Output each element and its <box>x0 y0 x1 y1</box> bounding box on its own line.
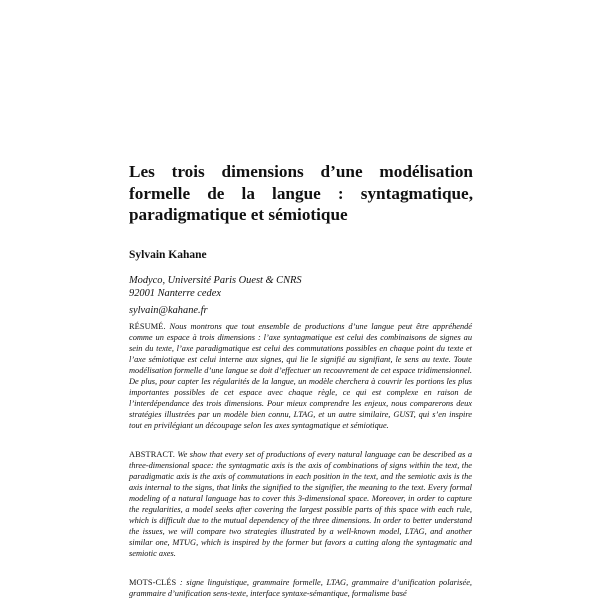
author-email[interactable]: sylvain@kahane.fr <box>129 305 208 317</box>
resume-paragraph <box>129 322 472 432</box>
author-name: Sylvain Kahane <box>129 249 207 261</box>
resume-text: Nous montrons que tout ensemble de productions d’une langue peut être appréhendé comme un espace à trois dimensions : l’axe syntagmatique est celui des combinaisons de signes au sein du texte, l’axe paradigmatique est celui des commutations possibles en chaque point du texte et l’axe sémiotique est celui interne aux signes, qui lie le signifié au signifiant, le sens au texte. Toute modélisation formelle d’une langue se doit d’effectuer un recouvrement de cet espace tridimensionnel. De plus, pour capter les régularités de la langue, un modèle cherchera à couvrir les portions les plus importantes possibles de cet espace avec chaque règle, ce qui est complexe en raison de l’interdépendance des trois dimensions. Pour mieux comprendre les enjeux, nous comparerons deux stratégies illustrées par un modèle bien connu, LTAG, et un autre similaire, GUST, qui s’en inspire tout en privilégiant un découpage selon les axes syntagmatique et sémiotique. <box>129 322 472 430</box>
affiliation-address: 92001 Nanterre cedex <box>129 287 221 299</box>
keywords-text: : signe linguistique, grammaire formelle, LTAG, grammaire d’unification polarisée, grammaire d’unification sens-texte, interface syntaxe-sémantique, formalisme basé <box>129 578 472 598</box>
abstract-text: We show that every set of productions of every natural language can be described as a three-dimensional space: the syntagmatic axis is the axis of combinations of signs within the text, the paradigmatic axis is the axis of commutations in each position in the text, and the semiotic axis is the axis internal to the signs, that links the signified to the signifier, the meaning to the text. Every formal modeling of a natural language has to cover this 3-dimensional space. Moreover, in order to capture the regularities, a model seeks after covering the largest possible parts of this space with each rule, which is difficult due to the mutual dependency of the three dimensions. In order to better understand the issues, we will compare two strategies illustrated by a well-known model, LTAG, and another similar one, MTUG, which is inspired by the former but favors a cutting along the syntagmatic and semiotic axes. <box>129 450 472 558</box>
abstract-label: ABSTRACT. <box>129 450 175 459</box>
affiliation-institution: Modyco, Université Paris Ouest & CNRS <box>129 275 302 286</box>
paper-title: Les trois dimensions d’une modélisation formelle de la langue : syntagmatique, paradigmatique et sémiotique <box>129 162 473 224</box>
keywords-label: MOTS-CLÉS <box>129 578 177 587</box>
abstract-paragraph <box>129 450 472 560</box>
resume-label: RÉSUMÉ. <box>129 322 166 331</box>
author-affiliation <box>129 275 429 318</box>
keywords-paragraph <box>129 578 472 600</box>
